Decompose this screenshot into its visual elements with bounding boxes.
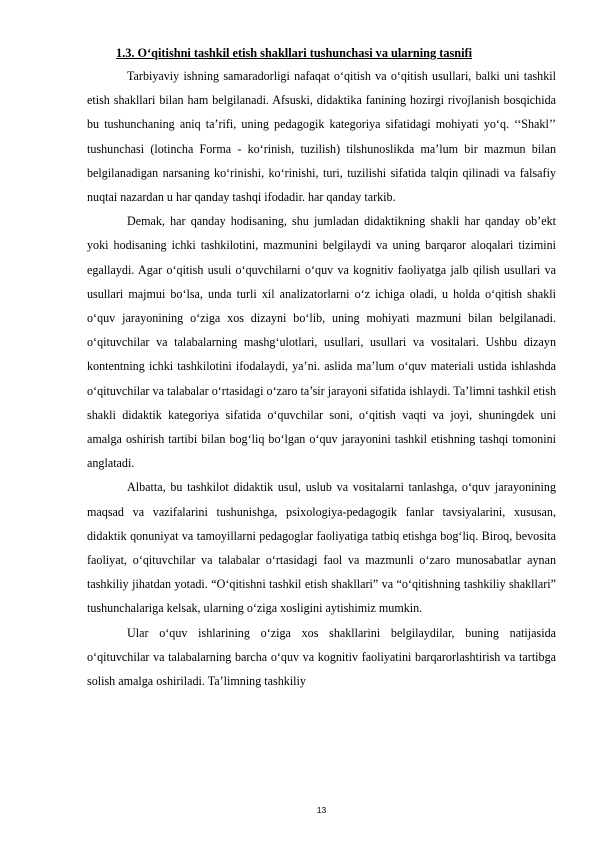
paragraph-1: Tarbiyaviy ishning samaradorligi nafaqat o‘qitish va o‘qitish usullari, balki uni tashkil etish shakllari bilan ham belgilanadi. Afsuski, didaktika fanining hozirgi rivojlanish bosqichida bu tushunchaning aniq ta’rifi, uning pedagogik kategoriya sifatidagi mohiyati yo‘q. ‘‘Shakl’’ tushunchasi (lotincha Forma - ko‘rinish, tuzilish) tilshunoslikda ma’lum bir mazmun bilan belgilanadigan narsaning ko‘rinishi, ko‘rinishi, turi, tuzilishi sifatida talqin qilinadi va falsafiy nuqtai nazardan u har qanday tashqi ifodadir. har qanday tarkib. — [87, 69, 556, 205]
section-heading: 1.3. O‘qitishni tashkil etish shakllari tushunchasi va ularning tasnifi — [116, 46, 473, 60]
body-text — [87, 64, 556, 693]
paragraph-4: Ular o‘quv ishlarining o‘ziga xos shakllarini belgilaydilar, buning natijasida o‘qituvchilar va talabalarning barcha o‘quv va kognitiv faoliyatini barqarorlashtirish va tartibga solish amalga oshiriladi. Ta’limning tashkiliy — [87, 625, 556, 689]
paragraph-3: Albatta, bu tashkilot didaktik usul, uslub va vositalarni tanlashga, o‘quv jarayonining maqsad va vazifalarini tushunishga, psixologiya-pedagogik fanlar tavsiyalarini, xususan, didaktik qonuniyat va tamoyillarni pedagoglar faoliyatiga tatbiq etishga bog‘liq. Biroq, bevosita faoliyat, o‘qituvchilar va talabalar o‘rtasidagi faol va mazmunli o‘zaro munosabatlar aynan tashkiliy jihatdan yotadi. “O‘qitishni tashkil etish shakllari” va “o‘qitishning tashkiliy shakllari” tushunchalariga kelsak, ularning o‘ziga xosligini aytishimiz mumkin. — [87, 480, 556, 616]
paragraph-2: Demak, har qanday hodisaning, shu jumladan didaktikning shakli har qanday ob’ekt yoki hodisaning ichki tashkilotini, mazmunini belgilaydi va uning barqaror aloqalari tizimini egallaydi. Agar o‘qitish usuli o‘quvchilarni o‘quv va kognitiv faoliyatga jalb qilish usullari va usullari majmui bo‘lsa, unda turli xil analizatorlarni o‘z ichiga oladi, u holda o‘qitish shakli o‘quv jarayonining o‘ziga xos dizayni bo‘lib, uning mohiyati mazmuni bilan belgilanadi. o‘qituvchilar va talabalarning mashg‘ulotlari, usullari, usullari va vositalari. Ushbu dizayn kontentning ichki tashkilotini ifodalaydi, ya’ni. aslida ma’lum o‘quv materiali ustida ishlashda o‘qituvchilar va talabalar o‘rtasidagi o‘zaro ta’sir jarayoni sifatida ishlaydi. Ta’limni tashkil etish shakli didaktik kategoriya sifatida o‘quvchilar soni, o‘qitish vaqti va joyi, shuningdek uni amalga oshirish tartibi bilan bog‘liq bo‘lgan o‘quv jarayonini tashkil etishning tashqi tomonini anglatadi. — [87, 214, 556, 471]
page-number: 13 — [316, 805, 327, 815]
